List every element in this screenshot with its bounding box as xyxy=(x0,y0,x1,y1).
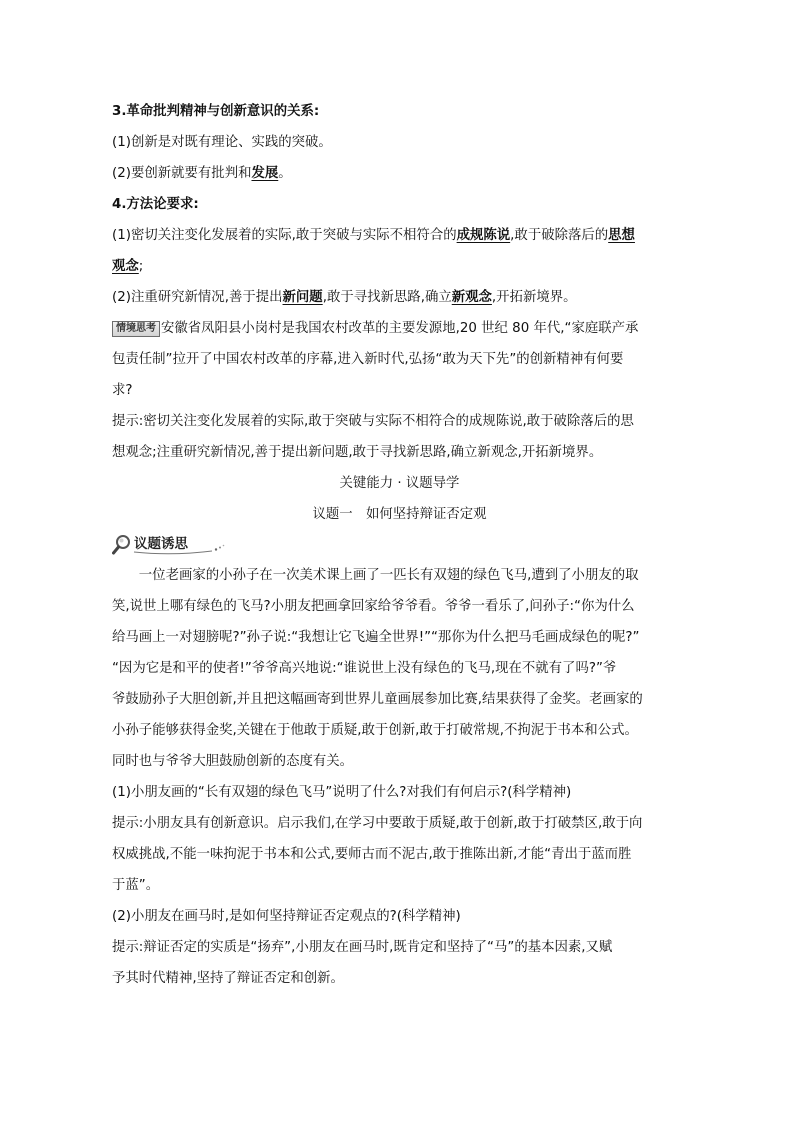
situation-tag: 情境思考 xyxy=(112,321,160,337)
point-text: ,敢于寻找新思路,确立 xyxy=(322,290,452,305)
point-text: (2)要创新就要有批判和 xyxy=(112,166,252,181)
question-1-hint-line-1: 提示:小朋友具有创新意识。启示我们,在学习中要敢于质疑,敢于创新,敢于打破禁区,敢于向 xyxy=(112,816,643,831)
situation-line-2: 包责任制”拉开了中国农村改革的序幕,进入新时代,弘扬“敢为天下先”的创新精神有何要 xyxy=(112,352,624,367)
situation-hint-line-1: 提示:密切关注变化发展着的实际,敢于突破与实际不相符合的成规陈说,敢于破除落后的思 xyxy=(112,414,634,429)
question-1-hint-line-2: 权威挑战,不能一味拘泥于书本和公式,要师古而不泥古,敢于推陈出新,才能“青出于蓝而胜 xyxy=(112,847,632,862)
point-text: 。 xyxy=(278,166,292,181)
keyword: 思想 xyxy=(608,228,635,243)
question-2-hint-line-2: 予其时代精神,坚持了辩证否定和创新。 xyxy=(112,971,344,986)
situation-line-3: 求? xyxy=(112,383,133,398)
section-4-point-1-line-1 xyxy=(112,220,687,251)
story-line-7: 同时也与爷爷大胆鼓励创新的态度有关。 xyxy=(112,754,354,769)
story-line-2: 笑,说世上哪有绿色的飞马?小朋友把画拿回家给爷爷看。爷爷一看乐了,问孙子:“你为什么 xyxy=(112,599,635,614)
keyword: 成规陈说 xyxy=(456,228,511,243)
situation-line-1 xyxy=(112,313,687,344)
keyword: 新问题 xyxy=(282,290,323,305)
section-3-point-2 xyxy=(112,158,687,189)
point-text: ,敢于破除落后的 xyxy=(510,228,609,243)
topic-label-text: 议题诱思 xyxy=(134,536,188,552)
section-4-point-1-line-2 xyxy=(112,251,687,282)
point-text: ; xyxy=(138,259,144,274)
story-line-6: 小孙子能够获得金奖,关键在于他敢于质疑,敢于创新,敢于打破常规,不拘泥于书本和公式。 xyxy=(112,723,638,738)
point-text: (2)注重研究新情况,善于提出 xyxy=(112,290,283,305)
story-line-4: “因为它是和平的使者!”爷爷高兴地说:“谁说世上没有绿色的飞马,现在不就有了吗?”爷 xyxy=(112,661,617,676)
story-line-1: 一位老画家的小孙子在一次美术课上画了一匹长有双翅的绿色飞马,遭到了小朋友的取 xyxy=(138,568,639,583)
topic-heading: 议题一 如何坚持辩证否定观 xyxy=(312,507,487,522)
document-page xyxy=(112,96,687,994)
section-4-point-2 xyxy=(112,282,687,313)
question-1: (1)小朋友画的“长有双翅的绿色飞马”说明了什么?对我们有何启示?(科学精神) xyxy=(112,785,572,800)
section-heading: 关键能力 · 议题导学 xyxy=(339,476,460,491)
point-text: (1)密切关注变化发展着的实际,敢于突破与实际不相符合的 xyxy=(112,228,457,243)
magnifier-icon xyxy=(112,532,242,556)
question-2: (2)小朋友在画马时,是如何坚持辩证否定观点的?(科学精神) xyxy=(112,909,461,924)
story-line-3: 给马画上一对翅膀呢?”孙子说:“我想让它飞遍全世界!”“那你为什么把马毛画成绿色的呢?” xyxy=(112,630,640,645)
keyword: 观念 xyxy=(112,259,139,274)
topic-label xyxy=(112,532,687,556)
question-2-hint-line-1: 提示:辩证否定的实质是“扬弃”,小朋友在画马时,既肯定和坚持了“马”的基本因素,又赋 xyxy=(112,940,613,955)
situation-hint-line-2: 想观念;注重研究新情况,善于提出新问题,敢于寻找新思路,确立新观念,开拓新境界。 xyxy=(112,445,603,460)
section-3-point-1: (1)创新是对既有理论、实践的突破。 xyxy=(112,135,332,150)
situation-text: 安徽省凤阳县小岗村是我国农村改革的主要发源地,20 世纪 80 年代,“家庭联产承 xyxy=(161,321,639,336)
question-1-hint-line-3: 于蓝”。 xyxy=(112,878,160,893)
point-text: ,开拓新境界。 xyxy=(491,290,577,305)
keyword: 发展 xyxy=(251,166,279,181)
story-line-5: 爷鼓励孙子大胆创新,并且把这幅画寄到世界儿童画展参加比赛,结果获得了金奖。老画家的 xyxy=(112,692,643,707)
section-4-title: 4.方法论要求: xyxy=(112,197,199,212)
keyword: 新观念 xyxy=(451,290,492,305)
section-3-title: 3.革命批判精神与创新意识的关系: xyxy=(112,104,320,119)
